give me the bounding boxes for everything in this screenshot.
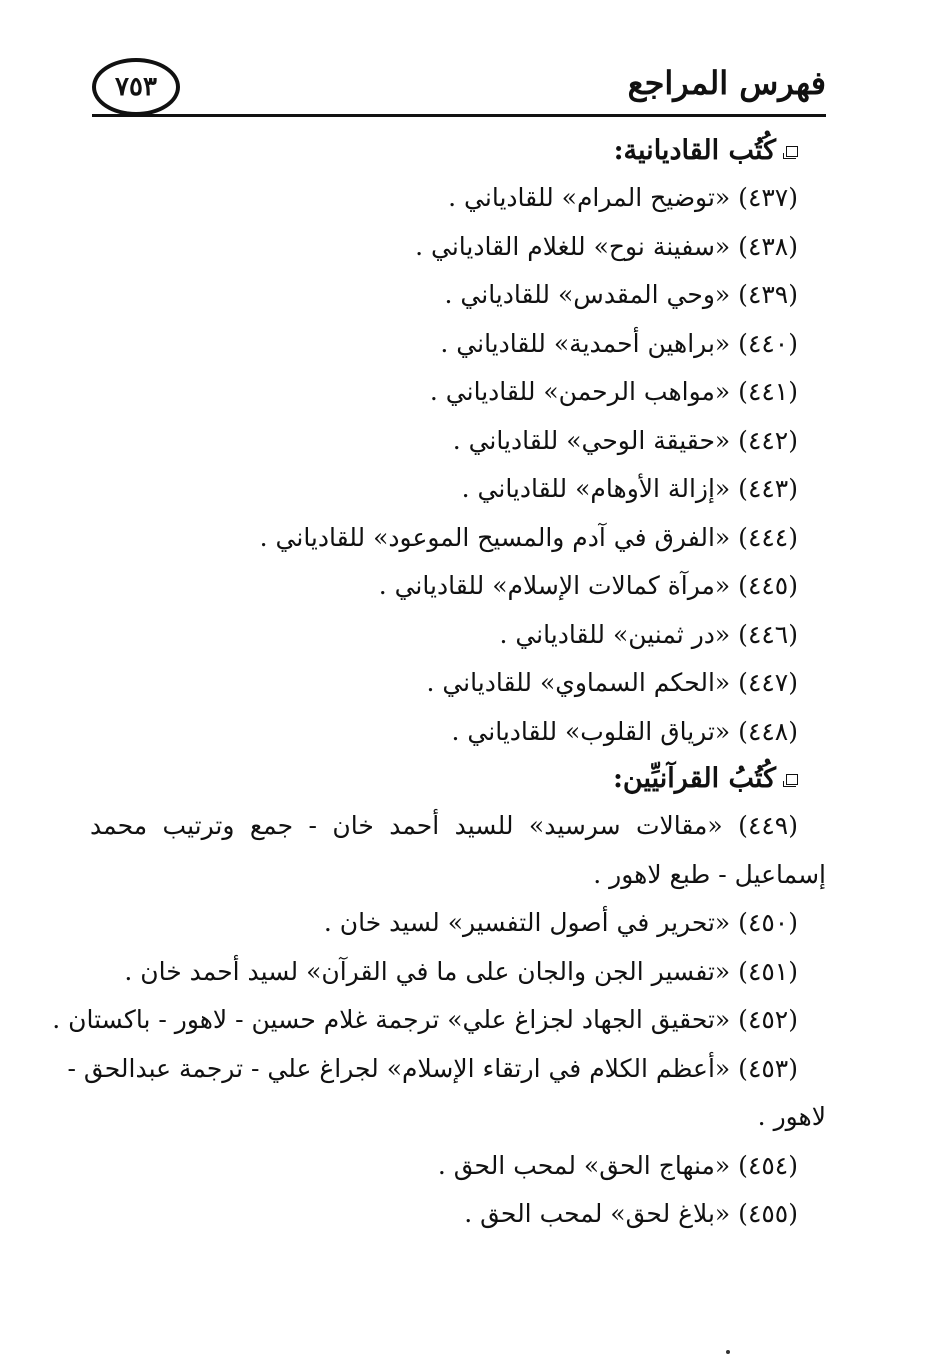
entry-continuation: لاهور . [757,1102,826,1131]
entry-number: (٤٤١) [738,377,798,406]
entry-number: (٤٣٨) [738,231,798,261]
entry-text: «أعظم الكلام في ارتقاء الإسلام» لجراغ علي - ترجمة عبدالحق - [67,1053,731,1083]
entry-text: «مواهب الرحمن» للقادياني . [429,377,731,406]
header-divider [92,114,826,117]
entry-number: (٤٤٨) [738,716,798,746]
list-item [90,708,826,757]
list-item [90,659,826,708]
list-item [52,996,826,1045]
scan-speck [726,1350,730,1354]
entry-number: (٤٥٣) [738,1053,798,1083]
list-item [90,611,826,660]
entry-number: (٤٤٩) [738,811,798,840]
entry-text: «در ثمنين» للقادياني . [499,619,731,649]
box-bullet-icon [786,774,798,785]
entry-number: (٤٥١) [738,956,798,986]
list-item [90,1142,826,1191]
list-item [90,514,826,563]
entry-text: «مقالات سرسيد» للسيد أحمد خان - جمع وترتيب محمد [90,811,723,840]
list-item [90,948,826,997]
list-item [90,465,826,514]
page-number-badge [92,58,180,116]
entry-number: (٤٥٠) [738,908,798,937]
entry-number: (٤٥٢) [738,1005,798,1034]
entry-text: «منهاج الحق» لمحب الحق . [437,1150,731,1180]
list-item [90,271,826,320]
entry-number: (٤٣٩) [738,280,798,309]
entry-text: «الفرق في آدم والمسيح الموعود» للقادياني . [259,522,731,552]
list-item [90,320,826,369]
list-item [90,802,826,899]
box-bullet-icon [786,146,798,157]
section-heading-quranists [90,756,826,802]
running-header-title: فهرس المراجع [627,64,826,102]
list-item [90,899,826,948]
entry-text: «تفسير الجن والجان على ما في القرآن» لسيد أحمد خان . [124,956,731,986]
entry-text: «إزالة الأوهام» للقادياني . [461,474,731,503]
entry-number: (٤٣٧) [738,183,798,212]
entry-text: «تحقيق الجهاد لجزاغ علي» ترجمة غلام حسين - لاهور - باكستان . [52,1005,731,1034]
entry-number: (٤٤٠) [738,328,798,358]
entry-text: «مرآة كمالات الإسلام» للقادياني . [378,571,731,600]
page-number: ٧٥٣ [115,72,157,102]
entry-text: «سفينة نوح» للغلام القادياني . [415,231,731,261]
list-item [90,223,826,272]
entry-text: «ترياق القلوب» للقادياني . [451,716,731,746]
entry-text: «تحرير في أصول التفسير» لسيد خان . [323,908,731,937]
entry-number: (٤٤٥) [738,571,798,600]
list-item [90,174,826,223]
section-heading-text: كُتُبُ القرآنيِّين: [612,763,776,794]
references-list [52,128,826,1239]
entry-number: (٤٤٣) [738,474,798,503]
list-item [67,1045,826,1142]
list-item [90,417,826,466]
section-heading-text: كُتُب القاديانية: [613,135,776,166]
entry-continuation: إسماعيل - طبع لاهور . [593,859,826,889]
entry-text: «حقيقة الوحي» للقادياني . [452,425,731,455]
entry-text: «بلاغ لحق» لمحب الحق . [464,1199,731,1228]
entry-text: «الحكم السماوي» للقادياني . [426,668,731,697]
list-item [90,1190,826,1239]
entry-text: «براهين أحمدية» للقادياني . [440,328,731,358]
entry-number: (٤٥٥) [738,1199,798,1228]
entry-text: «وحي المقدس» للقادياني . [444,280,731,309]
entry-number: (٤٤٧) [738,668,798,697]
entry-number: (٤٥٤) [738,1150,798,1180]
entry-number: (٤٤٤) [738,522,798,552]
section-heading-qadiani [90,128,826,174]
entry-text: «توضيح المرام» للقادياني . [448,183,731,212]
list-item [90,368,826,417]
list-item [90,562,826,611]
entry-number: (٤٤٢) [738,425,798,455]
entry-number: (٤٤٦) [738,619,798,649]
